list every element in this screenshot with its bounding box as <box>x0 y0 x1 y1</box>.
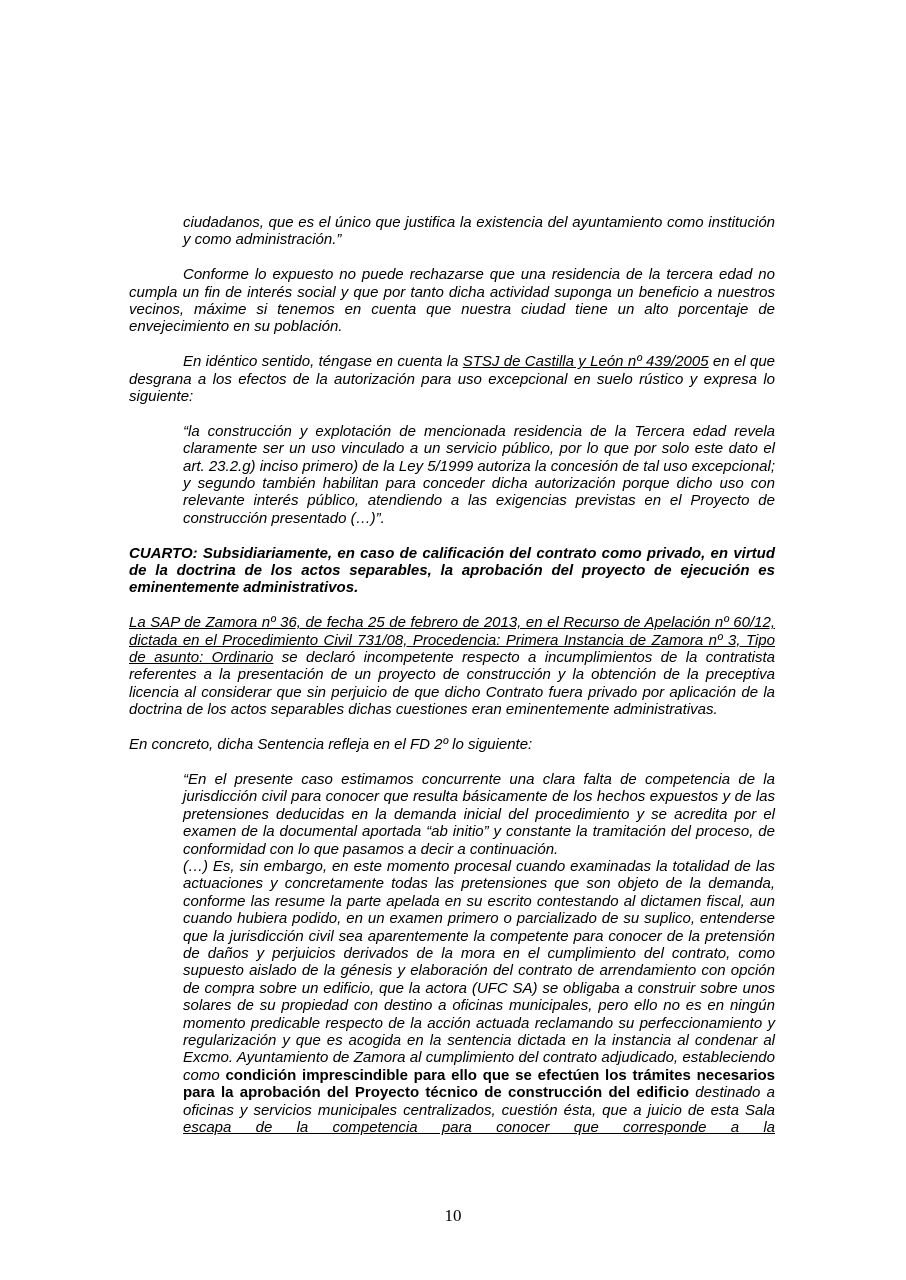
block-quote-paragraph <box>183 423 775 527</box>
block-quote-paragraph <box>183 858 775 1137</box>
block-quote-paragraph <box>183 214 775 249</box>
paragraph <box>129 266 775 336</box>
paragraph <box>129 736 775 753</box>
block-quote-paragraph <box>183 771 775 858</box>
text-run: En concreto, dicha Sentencia refleja en el FD 2º lo siguiente: <box>129 736 533 754</box>
text-run: “la construcción y explotación de mencionada residencia de la Tercera edad revela claramente ser un uso vinculado a un servicio público, por lo que por solo este dato el art. 23.2.g) inciso primero) de la Ley 5/1999 autoriza la concesión de tal uso excepcional; y segundo también habilitan para conceder dicha autorización porque dicho uso con relevante interés público, atendiendo a las exigencias previstas en el Proyecto de construcción presentado (…)”. <box>183 422 776 527</box>
page-number: 10 <box>444 1206 462 1225</box>
text-run: “En el presente caso estimamos concurrente una clara falta de competencia de la jurisdicción civil para conocer que resulta básicamente de los hechos expuestos y de las pretensiones deducidas en la demanda inicial del procedimiento y se acredita por el examen de la documental aportada “ab initio” y constante la tramitación del proceso, de conformidad con lo que pasamos a decir a continuación. <box>183 770 775 858</box>
underlined-citation: escapa de la competencia para conocer que corresponde a la <box>183 1119 775 1137</box>
paragraph <box>129 614 775 718</box>
bold-text: condición imprescindible para ello que se efectúen los trámites necesarios para la aprobación del Proyecto técnico de construcción del edificio <box>183 1066 775 1102</box>
text-run: en el que desgrana a los efectos de la autorización para uso excepcional en suelo rústico y expresa lo siguiente: <box>129 353 775 406</box>
text-run: En idéntico sentido, téngase en cuenta la <box>183 353 463 371</box>
underlined-citation: La SAP de Zamora nº 36, de fecha 25 de febrero de 2013, en el Recurso de Apelación nº 60/12, dictada en el Procedimiento Civil 731/08, Procedencia: Primera Instancia de Zamora nº 3, Tipo de asunto: Ordinario <box>129 614 775 667</box>
text-run: Conforme lo expuesto no puede rechazarse que una residencia de la tercera edad no cumpla un fin de interés social y que por tanto dicha actividad suponga un beneficio a nuestros vecinos, máxime si tenemos en cuenta que nuestra ciudad tiene un alto porcentaje de envejecimiento en su población. <box>129 266 775 336</box>
underlined-citation: STSJ de Castilla y León nº 439/2005 <box>462 353 709 371</box>
text-run: ciudadanos, que es el único que justifica la existencia del ayuntamiento como institución y como administración.” <box>183 214 775 249</box>
paragraph <box>129 545 775 597</box>
document-body <box>129 214 775 1154</box>
text-run: se declaró incompetente respecto a incumplimientos de la contratista referentes a la presentación de un proyecto de construcción y la obtención de la preceptiva licencia al considerar que sin perjuicio de que dicho Contrato fuera privado por aplicación de la doctrina de los actos separables dichas cuestiones eran eminentemente administrativas. <box>129 649 775 719</box>
bold-text: CUARTO: Subsidiariamente, en caso de calificación del contrato como privado, en virtud de la doctrina de los actos separables, la aprobación del proyecto de ejecución es eminentemente administrativos. <box>129 544 775 597</box>
paragraph <box>129 353 775 405</box>
text-run: destinado a oficinas y servicios municipales centralizados, cuestión ésta, que a juicio de esta Sala <box>183 1084 775 1119</box>
text-run: (…) Es, sin embargo, en este momento procesal cuando examinadas la totalidad de las actuaciones y concretamente todas las pretensiones que son objeto de la demanda, conforme las resume la parte apelada en su escrito contestando al dictamen fiscal, aun cuando hubiera podido, en un examen primero o parcializado de su suplico, entenderse que la jurisdicción civil sea aparentemente la competente para conocer de la pretensión de daños y perjuicios derivados de la mora en el cumplimiento del contrato, como supuesto aislado de la génesis y elaboración del contrato de arrendamiento con opción de compra sobre un edificio, que la actora (UFC SA) se obligaba a construir sobre unos solares de su propiedad con destino a oficinas municipales, pero ello no es en ningún momento predicable respecto de la acción actuada reclamando su perfeccionamiento y regularización y que es acogida en la sentencia dictada en la instancia al condenar al Excmo. Ayuntamiento de Zamora al cumplimiento del contrato adjudicado, estableciendo como <box>183 857 775 1084</box>
